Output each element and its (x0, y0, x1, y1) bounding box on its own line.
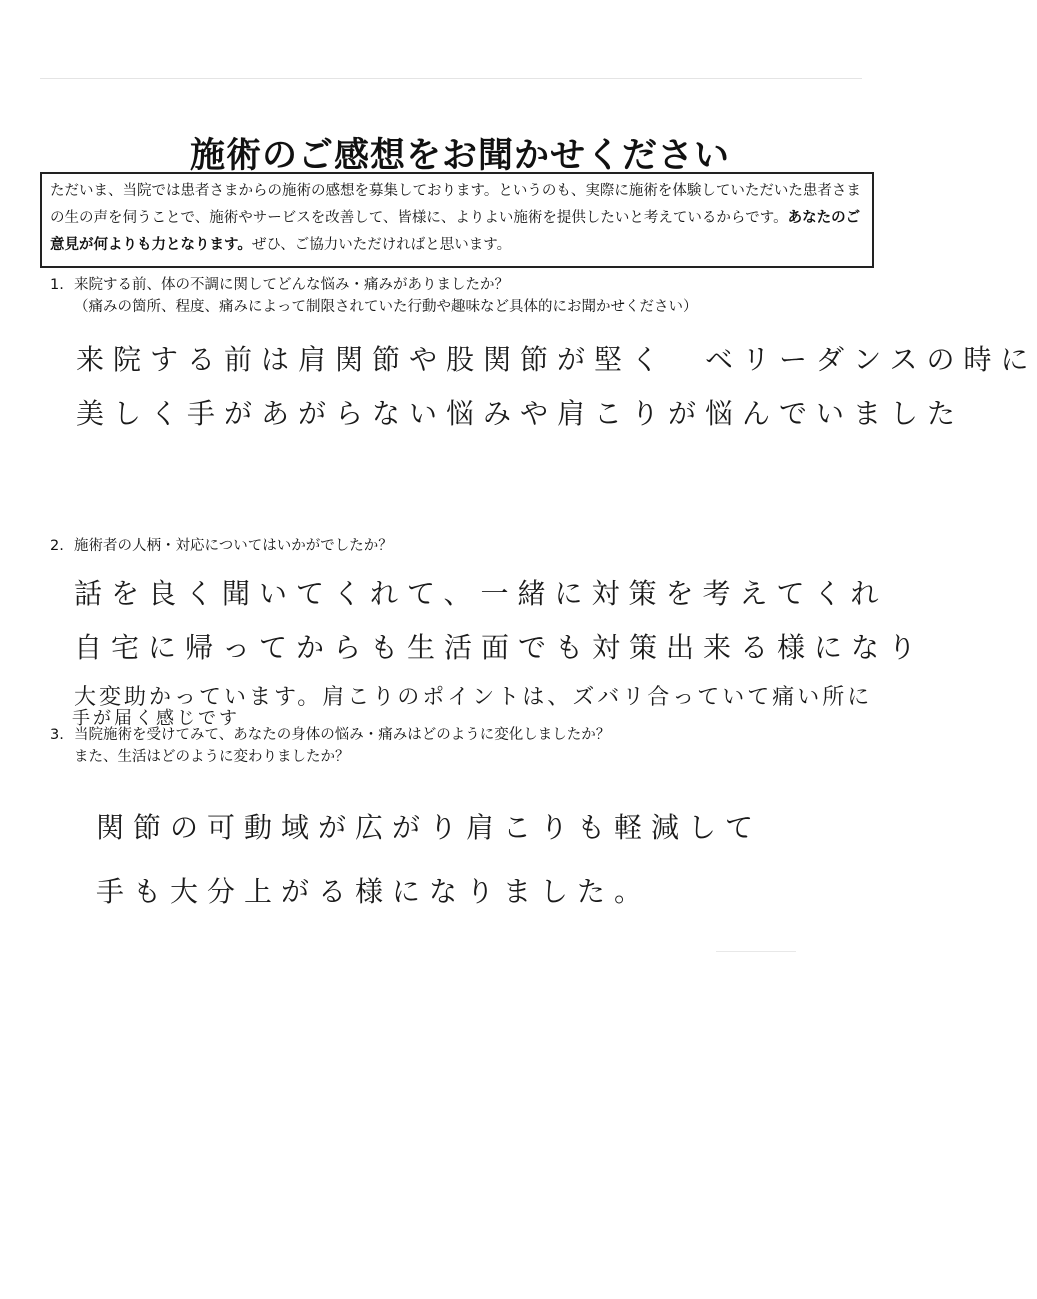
answer-3-line-1: 関節の可動域が広がり肩こりも軽減して (96, 811, 763, 844)
answer-2-line-1: 話を良く聞いてくれて、一緒に対策を考えてくれ (74, 577, 888, 610)
question-text: 当院施術を受けてみて、あなたの身体の悩み・痛みはどのように変化しましたか？ (74, 727, 611, 743)
answer-2-line-3: 大変助かっています。肩こりのポイントは、ズバリ合っていて痛い所に (74, 685, 873, 710)
intro-emphasis: あなたのご意見が何よりも力となります。 (50, 210, 861, 253)
answer-2-line-4: 手が届く感じです (72, 708, 240, 729)
question-text: 施術者の人柄・対応についてはいかがでしたか？ (74, 538, 393, 554)
answer-1-line-2: 美しく手があがらない悩みや肩こりが悩んでいました (76, 397, 965, 430)
intro-closing: ぜひ、ご協力いただければと思います。 (251, 237, 512, 253)
answer-1-line-1: 来院する前は肩関節や股関節が堅く ベリーダンスの時に (76, 343, 1037, 376)
faint-divider (716, 951, 796, 952)
question-number: 1. (50, 277, 64, 293)
question-subtext: また、生活はどのように変わりましたか？ (74, 749, 350, 765)
intro-text: ただいま、当院では患者さまからの施術の感想を募集しております。というのも、実際に施術を体験していただいた患者さまの生の声を伺うことで、施術やサービスを改善して、皆様に、よりよい施術を提供したいと考えているからです。 (50, 183, 861, 226)
question-3 (50, 724, 610, 768)
answer-3-line-2: 手も大分上がる様になりました。 (96, 875, 652, 908)
form-title: 施術のご感想をお聞かせください (189, 136, 730, 176)
question-text: 来院する前、体の不調に関してどんな悩み・痛みがありましたか？ (74, 277, 509, 293)
question-1 (50, 274, 698, 318)
top-divider (40, 78, 862, 79)
question-number: 2. (50, 538, 64, 554)
answer-2-line-2: 自宅に帰ってからも生活面でも対策出来る様になり (74, 631, 926, 664)
question-subtext: （痛みの箇所、程度、痛みによって制限されていた行動や趣味など具体的にお聞かせください） (74, 299, 698, 315)
question-2 (50, 535, 393, 557)
intro-box (40, 172, 874, 268)
question-number: 3. (50, 727, 64, 743)
